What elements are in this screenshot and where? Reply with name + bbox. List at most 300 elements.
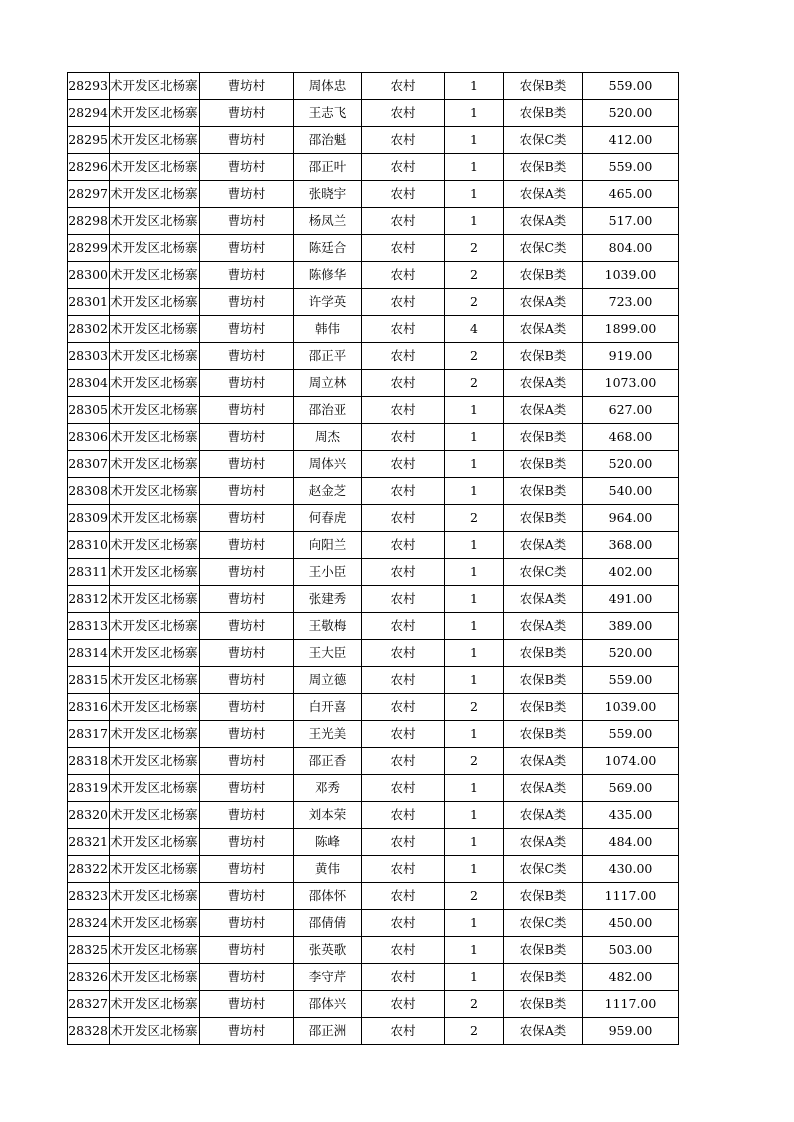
area-cell: 术开发区北杨寨 <box>110 802 200 829</box>
insurance-category-cell: 农保B类 <box>504 667 583 694</box>
household-type-cell: 农村 <box>362 505 445 532</box>
village-cell: 曹坊村 <box>200 235 294 262</box>
name-cell: 邵正香 <box>294 748 362 775</box>
village-cell: 曹坊村 <box>200 154 294 181</box>
amount-cell: 484.00 <box>583 829 679 856</box>
village-cell: 曹坊村 <box>200 262 294 289</box>
insurance-category-cell: 农保A类 <box>504 613 583 640</box>
insurance-category-cell: 农保A类 <box>504 748 583 775</box>
amount-cell: 959.00 <box>583 1018 679 1045</box>
person-count-cell: 2 <box>445 505 504 532</box>
person-count-cell: 1 <box>445 424 504 451</box>
name-cell: 王小臣 <box>294 559 362 586</box>
amount-cell: 503.00 <box>583 937 679 964</box>
row-id-cell: 28313 <box>68 613 110 640</box>
amount-cell: 1899.00 <box>583 316 679 343</box>
person-count-cell: 2 <box>445 370 504 397</box>
household-type-cell: 农村 <box>362 289 445 316</box>
amount-cell: 517.00 <box>583 208 679 235</box>
household-type-cell: 农村 <box>362 586 445 613</box>
person-count-cell: 1 <box>445 154 504 181</box>
person-count-cell: 1 <box>445 667 504 694</box>
area-cell: 术开发区北杨寨 <box>110 1018 200 1045</box>
village-cell: 曹坊村 <box>200 964 294 991</box>
row-id-cell: 28310 <box>68 532 110 559</box>
person-count-cell: 2 <box>445 991 504 1018</box>
household-type-cell: 农村 <box>362 370 445 397</box>
amount-cell: 540.00 <box>583 478 679 505</box>
row-id-cell: 28322 <box>68 856 110 883</box>
household-type-cell: 农村 <box>362 73 445 100</box>
person-count-cell: 2 <box>445 1018 504 1045</box>
row-id-cell: 28309 <box>68 505 110 532</box>
household-type-cell: 农村 <box>362 451 445 478</box>
area-cell: 术开发区北杨寨 <box>110 100 200 127</box>
insurance-category-cell: 农保B类 <box>504 262 583 289</box>
table-row <box>68 451 679 478</box>
table-row <box>68 127 679 154</box>
area-cell: 术开发区北杨寨 <box>110 829 200 856</box>
name-cell: 许学英 <box>294 289 362 316</box>
records-table <box>67 72 679 1045</box>
household-type-cell: 农村 <box>362 478 445 505</box>
name-cell: 邵治魁 <box>294 127 362 154</box>
amount-cell: 402.00 <box>583 559 679 586</box>
insurance-category-cell: 农保B类 <box>504 424 583 451</box>
table-row <box>68 424 679 451</box>
insurance-category-cell: 农保A类 <box>504 1018 583 1045</box>
table-row <box>68 235 679 262</box>
insurance-category-cell: 农保C类 <box>504 559 583 586</box>
area-cell: 术开发区北杨寨 <box>110 505 200 532</box>
household-type-cell: 农村 <box>362 829 445 856</box>
insurance-category-cell: 农保B类 <box>504 478 583 505</box>
name-cell: 邵体怀 <box>294 883 362 910</box>
amount-cell: 569.00 <box>583 775 679 802</box>
person-count-cell: 2 <box>445 883 504 910</box>
village-cell: 曹坊村 <box>200 1018 294 1045</box>
table-row <box>68 1018 679 1045</box>
row-id-cell: 28319 <box>68 775 110 802</box>
person-count-cell: 1 <box>445 586 504 613</box>
household-type-cell: 农村 <box>362 937 445 964</box>
row-id-cell: 28305 <box>68 397 110 424</box>
amount-cell: 435.00 <box>583 802 679 829</box>
person-count-cell: 1 <box>445 559 504 586</box>
name-cell: 刘本荣 <box>294 802 362 829</box>
area-cell: 术开发区北杨寨 <box>110 559 200 586</box>
name-cell: 周体忠 <box>294 73 362 100</box>
table-row <box>68 694 679 721</box>
table-row <box>68 586 679 613</box>
row-id-cell: 28298 <box>68 208 110 235</box>
amount-cell: 520.00 <box>583 100 679 127</box>
insurance-category-cell: 农保C类 <box>504 910 583 937</box>
area-cell: 术开发区北杨寨 <box>110 451 200 478</box>
table-row <box>68 829 679 856</box>
person-count-cell: 1 <box>445 127 504 154</box>
table-row <box>68 559 679 586</box>
amount-cell: 1117.00 <box>583 883 679 910</box>
table-row <box>68 208 679 235</box>
name-cell: 陈廷合 <box>294 235 362 262</box>
household-type-cell: 农村 <box>362 262 445 289</box>
person-count-cell: 1 <box>445 775 504 802</box>
insurance-category-cell: 农保B类 <box>504 883 583 910</box>
row-id-cell: 28304 <box>68 370 110 397</box>
table-row <box>68 856 679 883</box>
name-cell: 邵正平 <box>294 343 362 370</box>
village-cell: 曹坊村 <box>200 316 294 343</box>
person-count-cell: 2 <box>445 694 504 721</box>
insurance-category-cell: 农保B类 <box>504 73 583 100</box>
village-cell: 曹坊村 <box>200 721 294 748</box>
amount-cell: 723.00 <box>583 289 679 316</box>
table-row <box>68 937 679 964</box>
row-id-cell: 28327 <box>68 991 110 1018</box>
amount-cell: 627.00 <box>583 397 679 424</box>
village-cell: 曹坊村 <box>200 451 294 478</box>
village-cell: 曹坊村 <box>200 694 294 721</box>
insurance-category-cell: 农保B类 <box>504 343 583 370</box>
village-cell: 曹坊村 <box>200 667 294 694</box>
table-row <box>68 613 679 640</box>
row-id-cell: 28320 <box>68 802 110 829</box>
table-row <box>68 289 679 316</box>
table-row <box>68 532 679 559</box>
village-cell: 曹坊村 <box>200 424 294 451</box>
village-cell: 曹坊村 <box>200 856 294 883</box>
insurance-category-cell: 农保B类 <box>504 505 583 532</box>
row-id-cell: 28306 <box>68 424 110 451</box>
row-id-cell: 28299 <box>68 235 110 262</box>
person-count-cell: 1 <box>445 910 504 937</box>
area-cell: 术开发区北杨寨 <box>110 748 200 775</box>
person-count-cell: 1 <box>445 937 504 964</box>
insurance-category-cell: 农保B类 <box>504 694 583 721</box>
village-cell: 曹坊村 <box>200 748 294 775</box>
row-id-cell: 28308 <box>68 478 110 505</box>
amount-cell: 559.00 <box>583 667 679 694</box>
row-id-cell: 28325 <box>68 937 110 964</box>
row-id-cell: 28302 <box>68 316 110 343</box>
amount-cell: 559.00 <box>583 154 679 181</box>
area-cell: 术开发区北杨寨 <box>110 883 200 910</box>
person-count-cell: 1 <box>445 856 504 883</box>
person-count-cell: 2 <box>445 262 504 289</box>
person-count-cell: 2 <box>445 748 504 775</box>
household-type-cell: 农村 <box>362 802 445 829</box>
amount-cell: 450.00 <box>583 910 679 937</box>
insurance-category-cell: 农保C类 <box>504 127 583 154</box>
name-cell: 王敬梅 <box>294 613 362 640</box>
person-count-cell: 2 <box>445 343 504 370</box>
table-row <box>68 343 679 370</box>
amount-cell: 482.00 <box>583 964 679 991</box>
household-type-cell: 农村 <box>362 613 445 640</box>
table-row <box>68 478 679 505</box>
village-cell: 曹坊村 <box>200 559 294 586</box>
area-cell: 术开发区北杨寨 <box>110 775 200 802</box>
table-row <box>68 316 679 343</box>
insurance-category-cell: 农保B类 <box>504 991 583 1018</box>
household-type-cell: 农村 <box>362 1018 445 1045</box>
amount-cell: 559.00 <box>583 721 679 748</box>
amount-cell: 430.00 <box>583 856 679 883</box>
household-type-cell: 农村 <box>362 991 445 1018</box>
table-row <box>68 154 679 181</box>
row-id-cell: 28296 <box>68 154 110 181</box>
person-count-cell: 1 <box>445 829 504 856</box>
table-row <box>68 505 679 532</box>
name-cell: 王志飞 <box>294 100 362 127</box>
household-type-cell: 农村 <box>362 397 445 424</box>
household-type-cell: 农村 <box>362 343 445 370</box>
name-cell: 向阳兰 <box>294 532 362 559</box>
table-row <box>68 640 679 667</box>
table-row <box>68 262 679 289</box>
row-id-cell: 28311 <box>68 559 110 586</box>
area-cell: 术开发区北杨寨 <box>110 937 200 964</box>
village-cell: 曹坊村 <box>200 991 294 1018</box>
insurance-category-cell: 农保A类 <box>504 802 583 829</box>
table-row <box>68 721 679 748</box>
name-cell: 周杰 <box>294 424 362 451</box>
insurance-category-cell: 农保B类 <box>504 451 583 478</box>
table-row <box>68 397 679 424</box>
household-type-cell: 农村 <box>362 181 445 208</box>
area-cell: 术开发区北杨寨 <box>110 667 200 694</box>
name-cell: 陈修华 <box>294 262 362 289</box>
amount-cell: 389.00 <box>583 613 679 640</box>
insurance-category-cell: 农保B类 <box>504 721 583 748</box>
insurance-category-cell: 农保A类 <box>504 289 583 316</box>
village-cell: 曹坊村 <box>200 343 294 370</box>
area-cell: 术开发区北杨寨 <box>110 397 200 424</box>
household-type-cell: 农村 <box>362 883 445 910</box>
household-type-cell: 农村 <box>362 964 445 991</box>
area-cell: 术开发区北杨寨 <box>110 289 200 316</box>
amount-cell: 465.00 <box>583 181 679 208</box>
name-cell: 杨凤兰 <box>294 208 362 235</box>
village-cell: 曹坊村 <box>200 910 294 937</box>
table-row <box>68 370 679 397</box>
amount-cell: 468.00 <box>583 424 679 451</box>
name-cell: 白开喜 <box>294 694 362 721</box>
amount-cell: 491.00 <box>583 586 679 613</box>
household-type-cell: 农村 <box>362 235 445 262</box>
insurance-category-cell: 农保A类 <box>504 181 583 208</box>
name-cell: 邵正洲 <box>294 1018 362 1045</box>
village-cell: 曹坊村 <box>200 397 294 424</box>
table-row <box>68 964 679 991</box>
person-count-cell: 2 <box>445 235 504 262</box>
insurance-category-cell: 农保B类 <box>504 154 583 181</box>
person-count-cell: 1 <box>445 721 504 748</box>
row-id-cell: 28328 <box>68 1018 110 1045</box>
village-cell: 曹坊村 <box>200 73 294 100</box>
insurance-category-cell: 农保A类 <box>504 208 583 235</box>
person-count-cell: 1 <box>445 451 504 478</box>
area-cell: 术开发区北杨寨 <box>110 910 200 937</box>
household-type-cell: 农村 <box>362 316 445 343</box>
table-row <box>68 883 679 910</box>
amount-cell: 1039.00 <box>583 262 679 289</box>
village-cell: 曹坊村 <box>200 478 294 505</box>
name-cell: 周立德 <box>294 667 362 694</box>
insurance-category-cell: 农保C类 <box>504 856 583 883</box>
insurance-category-cell: 农保C类 <box>504 235 583 262</box>
village-cell: 曹坊村 <box>200 127 294 154</box>
insurance-category-cell: 农保B类 <box>504 100 583 127</box>
table-row <box>68 667 679 694</box>
village-cell: 曹坊村 <box>200 100 294 127</box>
household-type-cell: 农村 <box>362 532 445 559</box>
amount-cell: 1117.00 <box>583 991 679 1018</box>
table-row <box>68 802 679 829</box>
name-cell: 周体兴 <box>294 451 362 478</box>
household-type-cell: 农村 <box>362 640 445 667</box>
person-count-cell: 4 <box>445 316 504 343</box>
village-cell: 曹坊村 <box>200 586 294 613</box>
name-cell: 邵体兴 <box>294 991 362 1018</box>
household-type-cell: 农村 <box>362 100 445 127</box>
area-cell: 术开发区北杨寨 <box>110 262 200 289</box>
name-cell: 王大臣 <box>294 640 362 667</box>
person-count-cell: 1 <box>445 613 504 640</box>
household-type-cell: 农村 <box>362 424 445 451</box>
amount-cell: 368.00 <box>583 532 679 559</box>
village-cell: 曹坊村 <box>200 208 294 235</box>
name-cell: 王光美 <box>294 721 362 748</box>
name-cell: 李守芹 <box>294 964 362 991</box>
village-cell: 曹坊村 <box>200 289 294 316</box>
village-cell: 曹坊村 <box>200 829 294 856</box>
village-cell: 曹坊村 <box>200 505 294 532</box>
table-row <box>68 73 679 100</box>
person-count-cell: 1 <box>445 73 504 100</box>
village-cell: 曹坊村 <box>200 937 294 964</box>
person-count-cell: 1 <box>445 964 504 991</box>
name-cell: 邵倩倩 <box>294 910 362 937</box>
row-id-cell: 28294 <box>68 100 110 127</box>
row-id-cell: 28303 <box>68 343 110 370</box>
name-cell: 张建秀 <box>294 586 362 613</box>
name-cell: 韩伟 <box>294 316 362 343</box>
table-row <box>68 181 679 208</box>
area-cell: 术开发区北杨寨 <box>110 73 200 100</box>
household-type-cell: 农村 <box>362 910 445 937</box>
table-row <box>68 748 679 775</box>
household-type-cell: 农村 <box>362 154 445 181</box>
person-count-cell: 1 <box>445 208 504 235</box>
row-id-cell: 28326 <box>68 964 110 991</box>
household-type-cell: 农村 <box>362 694 445 721</box>
amount-cell: 412.00 <box>583 127 679 154</box>
village-cell: 曹坊村 <box>200 802 294 829</box>
row-id-cell: 28307 <box>68 451 110 478</box>
area-cell: 术开发区北杨寨 <box>110 721 200 748</box>
row-id-cell: 28295 <box>68 127 110 154</box>
row-id-cell: 28323 <box>68 883 110 910</box>
amount-cell: 919.00 <box>583 343 679 370</box>
village-cell: 曹坊村 <box>200 181 294 208</box>
village-cell: 曹坊村 <box>200 775 294 802</box>
name-cell: 张晓宇 <box>294 181 362 208</box>
insurance-category-cell: 农保A类 <box>504 316 583 343</box>
name-cell: 邵治亚 <box>294 397 362 424</box>
row-id-cell: 28301 <box>68 289 110 316</box>
amount-cell: 1073.00 <box>583 370 679 397</box>
area-cell: 术开发区北杨寨 <box>110 586 200 613</box>
row-id-cell: 28293 <box>68 73 110 100</box>
person-count-cell: 1 <box>445 802 504 829</box>
insurance-category-cell: 农保B类 <box>504 937 583 964</box>
amount-cell: 520.00 <box>583 451 679 478</box>
insurance-category-cell: 农保B类 <box>504 964 583 991</box>
person-count-cell: 1 <box>445 100 504 127</box>
table-row <box>68 100 679 127</box>
row-id-cell: 28297 <box>68 181 110 208</box>
insurance-category-cell: 农保A类 <box>504 775 583 802</box>
amount-cell: 804.00 <box>583 235 679 262</box>
household-type-cell: 农村 <box>362 748 445 775</box>
area-cell: 术开发区北杨寨 <box>110 613 200 640</box>
row-id-cell: 28312 <box>68 586 110 613</box>
person-count-cell: 1 <box>445 397 504 424</box>
name-cell: 赵金芝 <box>294 478 362 505</box>
row-id-cell: 28321 <box>68 829 110 856</box>
row-id-cell: 28318 <box>68 748 110 775</box>
village-cell: 曹坊村 <box>200 370 294 397</box>
name-cell: 邵正叶 <box>294 154 362 181</box>
amount-cell: 1074.00 <box>583 748 679 775</box>
household-type-cell: 农村 <box>362 856 445 883</box>
row-id-cell: 28314 <box>68 640 110 667</box>
amount-cell: 1039.00 <box>583 694 679 721</box>
household-type-cell: 农村 <box>362 667 445 694</box>
area-cell: 术开发区北杨寨 <box>110 181 200 208</box>
row-id-cell: 28324 <box>68 910 110 937</box>
name-cell: 黄伟 <box>294 856 362 883</box>
name-cell: 陈峰 <box>294 829 362 856</box>
area-cell: 术开发区北杨寨 <box>110 343 200 370</box>
area-cell: 术开发区北杨寨 <box>110 316 200 343</box>
row-id-cell: 28300 <box>68 262 110 289</box>
area-cell: 术开发区北杨寨 <box>110 991 200 1018</box>
table-row <box>68 991 679 1018</box>
amount-cell: 964.00 <box>583 505 679 532</box>
household-type-cell: 农村 <box>362 721 445 748</box>
name-cell: 何春虎 <box>294 505 362 532</box>
area-cell: 术开发区北杨寨 <box>110 424 200 451</box>
amount-cell: 520.00 <box>583 640 679 667</box>
row-id-cell: 28316 <box>68 694 110 721</box>
insurance-category-cell: 农保A类 <box>504 829 583 856</box>
village-cell: 曹坊村 <box>200 883 294 910</box>
area-cell: 术开发区北杨寨 <box>110 208 200 235</box>
area-cell: 术开发区北杨寨 <box>110 694 200 721</box>
area-cell: 术开发区北杨寨 <box>110 964 200 991</box>
insurance-category-cell: 农保A类 <box>504 586 583 613</box>
insurance-category-cell: 农保A类 <box>504 532 583 559</box>
person-count-cell: 1 <box>445 181 504 208</box>
household-type-cell: 农村 <box>362 559 445 586</box>
insurance-category-cell: 农保A类 <box>504 397 583 424</box>
household-type-cell: 农村 <box>362 775 445 802</box>
table-row <box>68 910 679 937</box>
area-cell: 术开发区北杨寨 <box>110 478 200 505</box>
